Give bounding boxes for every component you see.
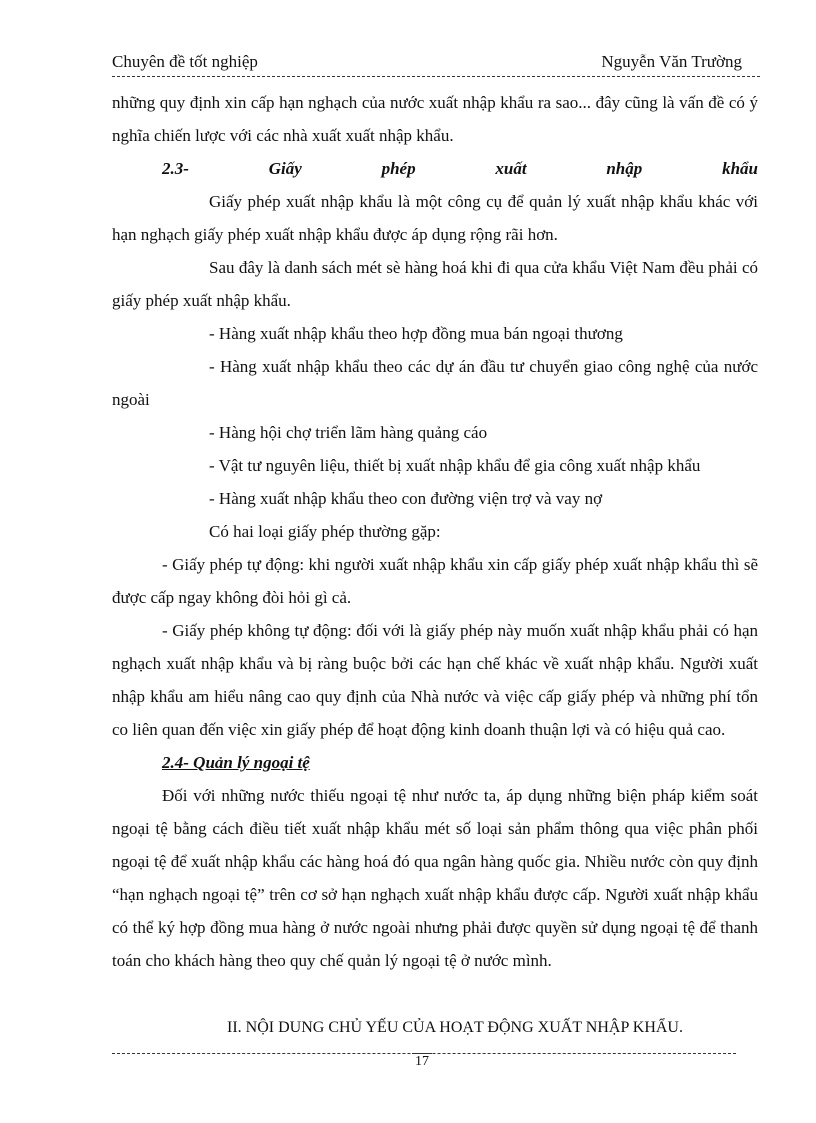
header-title: Chuyên đề tốt nghiệp [112,52,258,71]
list-item: - Hàng xuất nhập khẩu theo hợp đồng mua bán ngoại thương [209,324,623,343]
heading-2-3-number: 2.3- [162,159,189,178]
list-item: - Hàng xuất nhập khẩu theo các dự án đầu tư chuyển giao công nghệ của nước ngoài [112,357,758,409]
paragraph-license-types: Có hai loại giấy phép thường gặp: [209,522,441,541]
page-number-text: 17 [412,1053,432,1070]
paragraph-non-automatic-license: - Giấy phép không tự động: đối với là giấy phép này muốn xuất nhập khẩu phải có hạn nghạch xuất nhập khẩu và bị ràng buộc bởi các hạn chế khác về xuất nhập khẩu. Người xuất nhập khẩu am hiểu nâng cao quy định của Nhà nước và việc cấp giấy phép và những phí tổn co liên quan đến việc xin giấy phép để hoạt động kinh doanh thuận lợi và có hiệu quả cao. [112,621,758,739]
list-item: - Hàng xuất nhập khẩu theo con đường viện trợ và vay nợ [209,489,603,508]
paragraph-automatic-license: - Giấy phép tự động: khi người xuất nhập khẩu xin cấp giấy phép xuất nhập khẩu thì sẽ được cấp ngay không đòi hỏi gì cả. [112,555,758,607]
heading-2-3-word: khẩu [722,159,758,178]
paragraph-license-definition: Giấy phép xuất nhập khẩu là một công cụ để quản lý xuất nhập khẩu khác với hạn nghạch giấy phép xuất nhập khẩu được áp dụng rộng rãi hơn. [112,192,758,244]
header-divider [112,76,760,77]
heading-2-3-word: xuất [495,159,527,178]
heading-2-3-word: phép [381,159,416,178]
heading-2-3 [112,152,758,185]
section-title: II. NỘI DUNG CHỦ YẾU CỦA HOẠT ĐỘNG XUẤT NHẬP KHẨU. [227,1019,683,1036]
paragraph-license-list-intro: Sau đây là danh sách mét sè hàng hoá khi đi qua cửa khẩu Việt Nam đều phải có giấy phép xuất nhập khẩu. [112,258,758,310]
paragraph-intro: những quy định xin cấp hạn nghạch của nước xuất nhập khẩu ra sao... đây cũng là vấn đề có ý nghĩa chiến lược với các nhà xuất xuất nhập khẩu. [112,93,758,145]
heading-2-4 [112,746,758,779]
document-body [112,86,758,1060]
header-author: Nguyễn Văn Trường [601,52,742,71]
heading-2-3-word: Giấy [268,159,302,178]
paragraph-foreign-currency: Đối với những nước thiếu ngoại tệ như nước ta, áp dụng những biện pháp kiểm soát ngoại tệ bằng cách điều tiết xuất nhập khẩu mét số loại sản phẩm thông qua việc phân phối ngoại tệ để xuất nhập khẩu các hàng hoá đó qua ngân hàng quốc gia. Nhiều nước còn quy định “hạn nghạch ngoại tệ” trên cơ sở hạn nghạch xuất nhập khẩu được cấp. Người xuất nhập khẩu có thể ký hợp đồng mua hàng ở nước ngoài nhưng phải được quyền sử dụng ngoại tệ để thanh toán cho khách hàng theo quy chế quản lý ngoại tệ ở nước mình. [112,786,758,970]
heading-2-3-word: nhập [606,159,643,178]
page-number [0,1053,816,1070]
page-header [112,52,758,76]
list-item: - Hàng hội chợ triển lãm hàng quảng cáo [209,423,488,442]
heading-2-4-text: 2.4- Quản lý ngoại tệ [162,753,310,772]
list-item: - Vật tư nguyên liệu, thiết bị xuất nhập khẩu để gia công xuất nhập khẩu [209,456,701,475]
